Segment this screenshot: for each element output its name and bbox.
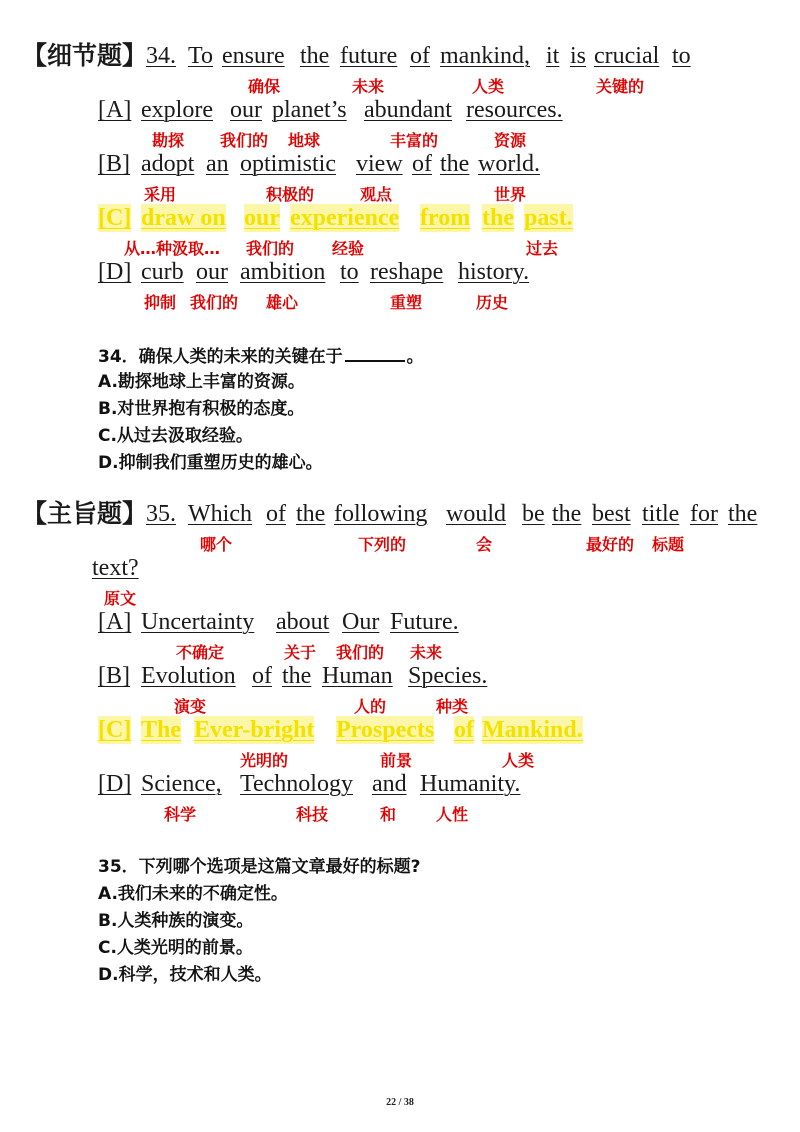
option-label: [D] bbox=[98, 259, 132, 285]
q35-question-type-tag: 【主旨题】 bbox=[22, 499, 148, 528]
q34-stem-word: crucial bbox=[594, 43, 660, 69]
option-word: world. bbox=[478, 151, 540, 177]
option-word: view bbox=[356, 151, 403, 177]
q35-stem-word: of bbox=[266, 501, 286, 527]
q34-stem-word: it bbox=[546, 43, 560, 69]
translation-word: 资源 bbox=[494, 131, 527, 150]
translation-word: 前景 bbox=[380, 751, 413, 770]
page-number: 22 / 38 bbox=[386, 1097, 414, 1108]
translation-word: 积极的 bbox=[266, 185, 315, 204]
translation-word: 经验 bbox=[332, 239, 365, 258]
translation-word: 确保 bbox=[248, 77, 281, 96]
translation-word: 我们的 bbox=[336, 643, 385, 662]
option-word: Technology bbox=[240, 771, 353, 797]
option-word: Species. bbox=[408, 663, 488, 689]
q35-stem-word: would bbox=[446, 501, 506, 527]
q34-question-type-tag: 【细节题】 bbox=[22, 41, 148, 70]
q35-stem-word: be bbox=[522, 501, 545, 527]
translation-word: 科学 bbox=[164, 805, 197, 824]
translation-word: 我们的 bbox=[220, 131, 269, 150]
q34-stem-word: the bbox=[300, 43, 330, 69]
translation-word: 会 bbox=[476, 535, 493, 554]
translation-word: 我们的 bbox=[246, 239, 295, 258]
q34-stem-word: to bbox=[672, 43, 691, 69]
option-word: an bbox=[206, 151, 229, 177]
option-word: optimistic bbox=[240, 151, 336, 177]
translation-word: 原文 bbox=[104, 589, 137, 608]
option-word: curb bbox=[141, 259, 184, 285]
option-label: [B] bbox=[98, 151, 130, 177]
q35-chinese-question: 35．下列哪个选项是这篇文章最好的标题? bbox=[98, 857, 421, 877]
q35-stem-word: the bbox=[728, 501, 758, 527]
translation-word: 未来 bbox=[352, 77, 385, 96]
translation-word: 世界 bbox=[494, 185, 527, 204]
option-word: Evolution bbox=[141, 663, 236, 689]
translation-word: 和 bbox=[380, 805, 397, 824]
translation-word: 丰富的 bbox=[390, 131, 439, 150]
q34-stem-word: future bbox=[340, 43, 398, 69]
translation-word: 不确定 bbox=[176, 643, 225, 662]
answer-blank bbox=[345, 344, 405, 362]
q35-stem-word: following bbox=[334, 501, 428, 527]
q34-stem-word: of bbox=[410, 43, 430, 69]
translation-word: 标题 bbox=[652, 535, 685, 554]
q34-stem-word: is bbox=[570, 43, 587, 69]
translation-word: 未来 bbox=[410, 643, 443, 662]
translation-word: 抑制 bbox=[144, 293, 177, 312]
option-word: of bbox=[412, 151, 432, 177]
translation-word: 从…种汲取… bbox=[124, 239, 221, 258]
translation-word: 哪个 bbox=[200, 535, 233, 554]
option-word: and bbox=[372, 771, 407, 797]
option-word: Our bbox=[342, 609, 380, 635]
option-word: from bbox=[420, 205, 471, 231]
translation-word: 地球 bbox=[288, 131, 321, 150]
translation-word: 过去 bbox=[526, 239, 559, 258]
q35-chinese-option-d: D.科学，技术和人类。 bbox=[98, 965, 272, 985]
q35-stem-word: the bbox=[552, 501, 582, 527]
q34-chinese-option-b: B.对世界抱有积极的态度。 bbox=[98, 399, 305, 419]
option-label: [A] bbox=[98, 97, 132, 123]
q35-stem-word: the bbox=[296, 501, 326, 527]
option-label: [B] bbox=[98, 663, 130, 689]
option-word: Prospects bbox=[336, 717, 435, 743]
option-word: about bbox=[276, 609, 330, 635]
option-word: explore bbox=[141, 97, 213, 123]
option-word: Ever-bright bbox=[194, 717, 315, 743]
translation-word: 勘探 bbox=[152, 131, 185, 150]
q34-chinese-option-d: D.抑制我们重塑历史的雄心。 bbox=[98, 453, 323, 473]
option-word: draw on bbox=[141, 205, 226, 231]
translation-word: 光明的 bbox=[240, 751, 289, 770]
option-word: Humanity. bbox=[420, 771, 521, 797]
translation-word: 关于 bbox=[284, 643, 317, 662]
option-word: ambition bbox=[240, 259, 326, 285]
translation-word: 人性 bbox=[436, 805, 469, 824]
option-word: to bbox=[340, 259, 359, 285]
q34-chinese-question bbox=[98, 344, 424, 368]
option-word: planet’s bbox=[272, 97, 347, 123]
option-word: our bbox=[230, 97, 262, 123]
q35-stem-word: Which bbox=[188, 501, 252, 527]
option-word: of bbox=[454, 717, 474, 743]
translation-word: 最好的 bbox=[586, 535, 635, 554]
option-word: our bbox=[244, 205, 280, 231]
q35-stem-word: title bbox=[642, 501, 680, 527]
option-word: the bbox=[440, 151, 470, 177]
q35-stem-word: 35. bbox=[146, 501, 176, 527]
q34-chinese-option-c: C.从过去汲取经验。 bbox=[98, 426, 253, 446]
option-word: our bbox=[196, 259, 228, 285]
q34-chinese-option-a: A.勘探地球上丰富的资源。 bbox=[98, 372, 305, 392]
option-word: resources. bbox=[466, 97, 563, 123]
question-text-end: 。 bbox=[406, 347, 424, 367]
q35-chinese-option-c: C.人类光明的前景。 bbox=[98, 938, 253, 958]
translation-word: 我们的 bbox=[190, 293, 239, 312]
translation-word: 采用 bbox=[144, 185, 177, 204]
option-word: of bbox=[252, 663, 272, 689]
translation-word: 历史 bbox=[476, 293, 509, 312]
option-word: The bbox=[141, 717, 182, 743]
option-word: Human bbox=[322, 663, 393, 689]
translation-word: 科技 bbox=[296, 805, 329, 824]
translation-word: 人类 bbox=[472, 77, 505, 96]
translation-word: 关键的 bbox=[596, 77, 645, 96]
q34-stem-word: mankind, bbox=[440, 43, 530, 69]
q35-chinese-option-a: A.我们未来的不确定性。 bbox=[98, 884, 288, 904]
option-word: Future. bbox=[390, 609, 459, 635]
q35-chinese-option-b: B.人类种族的演变。 bbox=[98, 911, 254, 931]
translation-word: 人的 bbox=[354, 697, 387, 716]
translation-word: 人类 bbox=[502, 751, 535, 770]
option-word: reshape bbox=[370, 259, 444, 285]
question-text: 34．确保人类的未来的关键在于 bbox=[98, 347, 343, 367]
option-word: adopt bbox=[141, 151, 195, 177]
q35-stem-word: best bbox=[592, 501, 631, 527]
q35-stem-word: for bbox=[690, 501, 718, 527]
translation-word: 观点 bbox=[360, 185, 393, 204]
option-label: [C] bbox=[98, 717, 132, 743]
option-word: past. bbox=[524, 205, 573, 231]
option-label: [D] bbox=[98, 771, 132, 797]
translation-word: 重塑 bbox=[390, 293, 423, 312]
translation-word: 种类 bbox=[436, 697, 469, 716]
option-word: Science, bbox=[141, 771, 222, 797]
option-word: the bbox=[482, 205, 514, 231]
q34-stem-word: To bbox=[188, 43, 213, 69]
option-word: history. bbox=[458, 259, 530, 285]
option-label: [C] bbox=[98, 205, 132, 231]
option-word: abundant bbox=[364, 97, 452, 123]
q34-stem-word: 34. bbox=[146, 43, 176, 69]
translation-word: 下列的 bbox=[358, 535, 407, 554]
option-label: [A] bbox=[98, 609, 132, 635]
translation-word: 雄心 bbox=[266, 293, 299, 312]
option-word: Uncertainty bbox=[141, 609, 255, 635]
translation-word: 演变 bbox=[174, 697, 207, 716]
q35-stem-word: text? bbox=[92, 555, 139, 581]
option-word: experience bbox=[290, 205, 400, 231]
option-word: the bbox=[282, 663, 312, 689]
option-word: Mankind. bbox=[482, 717, 583, 743]
q34-stem-word: ensure bbox=[222, 43, 285, 69]
